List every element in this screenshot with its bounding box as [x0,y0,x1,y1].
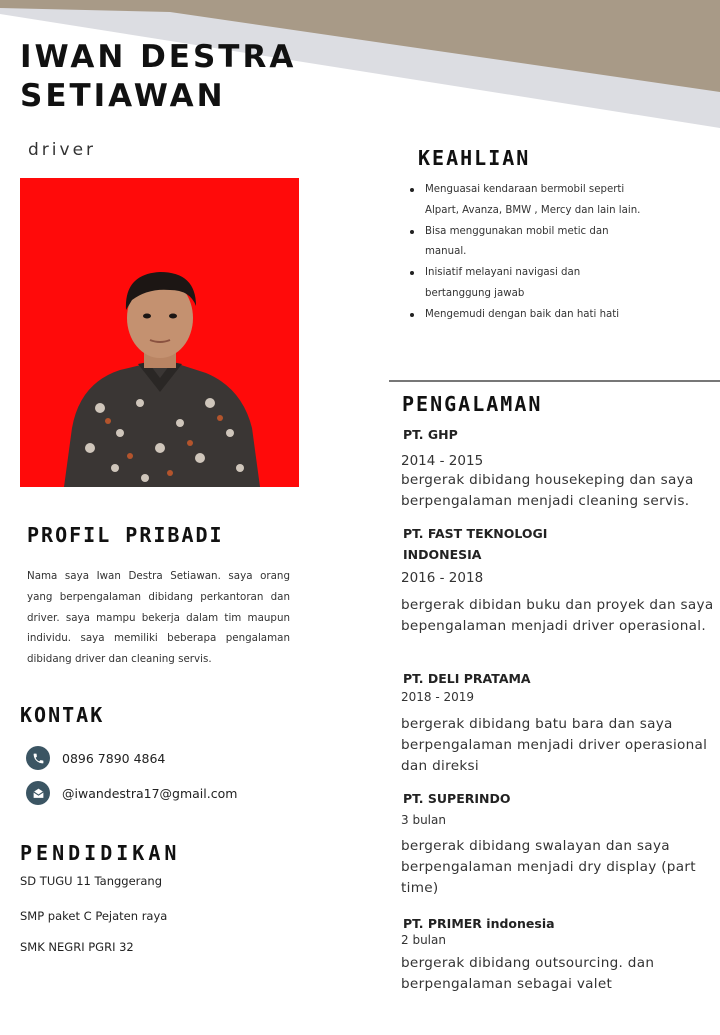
contact-heading: KONTAK [20,703,105,727]
education-item: SMK NEGRI PGRI 32 [20,940,134,954]
experience-description: bergerak dibidang batu bara dan saya berpengalaman menjadi driver operasional dan direksi [401,716,708,774]
resume-name [20,38,296,116]
skill-item: Menguasai kendaraan bermobil seperti Alpart, Avanza, BMW , Mercy dan lain lain. [408,180,648,222]
education-heading: PENDIDIKAN [20,841,181,865]
skill-item: Inisiatif melayani navigasi dan bertanggung jawab [408,263,648,305]
email-address: @iwandestra17@gmail.com [62,785,238,801]
experience-company: PT. DELI PRATAMA [403,671,531,686]
name-line-1: IWAN DESTRA [20,39,297,75]
experience-company: PT. FAST TEKNOLOGI [403,526,548,541]
profile-photo [20,178,299,487]
phone-number: 0896 7890 4864 [62,750,166,766]
education-item: SD TUGU 11 Tanggerang [20,874,163,888]
mail-icon [26,781,50,805]
experience-period: 2 bulan [401,933,446,947]
experience-company: PT. GHP [403,427,458,442]
skill-item: Bisa menggunakan mobil metic dan manual. [408,222,648,264]
experience-company: INDONESIA [403,547,482,562]
experience-heading: PENGALAMAN [402,392,543,416]
person-illustration [20,178,299,487]
email-row [26,781,237,805]
experience-description: bergerak dibidang swalayan dan saya berpengalaman menjadi dry display (part time) [401,838,696,896]
experience-period: 3 bulan [401,813,446,827]
skills-list [408,180,648,326]
job-title: driver [28,140,97,160]
phone-row [26,746,165,770]
experience-period: 2014 - 2015 [401,453,484,469]
profile-heading: PROFIL PRIBADI [27,523,224,547]
experience-description: bergerak dibidang outsourcing. dan berpengalaman sebagai valet [401,955,655,992]
experience-company: PT. SUPERINDO [403,791,511,806]
section-divider [389,380,720,382]
experience-description: bergerak dibidan buku dan proyek dan saya bepengalaman menjadi driver operasional. [401,597,714,634]
profile-text: Nama saya Iwan Destra Setiawan. saya orang yang berpengalaman dibidang perkantoran dan driver. saya mampu bekerja dalam tim maupun individu. saya memiliki beberapa pengalaman dibidang driver dan cleaning servis. [27,570,290,666]
name-line-2: SETIAWAN [20,78,226,114]
experience-period: 2018 - 2019 [401,690,475,704]
phone-icon [26,746,50,770]
skill-item: Mengemudi dengan baik dan hati hati [408,305,648,326]
experience-period: 2016 - 2018 [401,570,484,586]
education-item: SMP paket C Pejaten raya [20,909,168,923]
experience-description: bergerak dibidang housekeping dan saya berpengalaman menjadi cleaning servis. [401,472,694,509]
experience-company: PT. PRIMER indonesia [403,916,555,931]
skills-heading: KEAHLIAN [418,146,531,170]
